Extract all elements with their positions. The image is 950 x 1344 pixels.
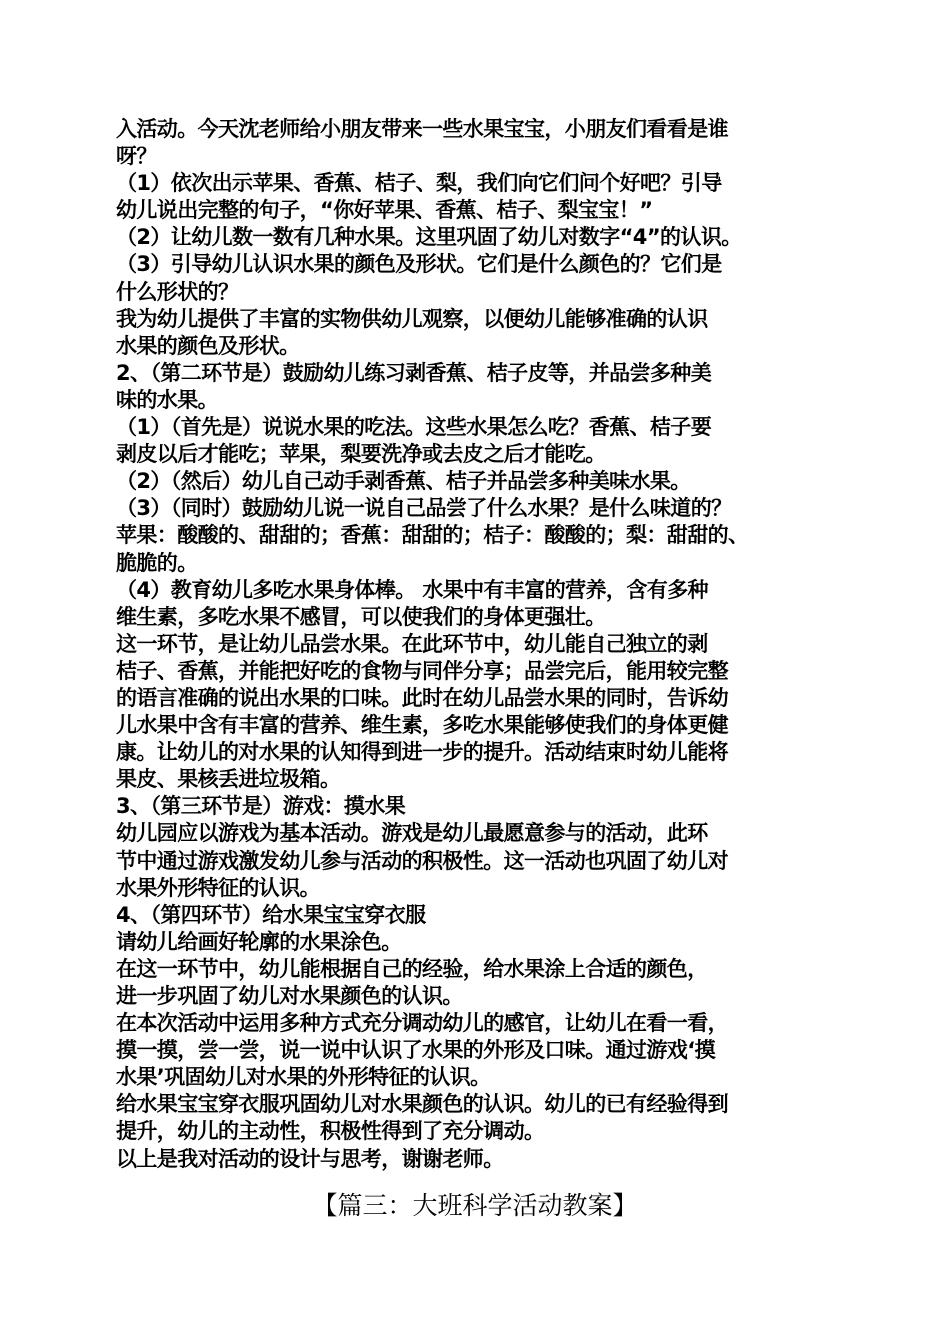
text-line: （4）教育幼儿多吃水果身体棒。 水果中有丰富的营养，含有多种: [116, 577, 708, 602]
text-line: （2）让幼儿数一数有几种水果。这里巩固了幼儿对数字“4”的认识。: [116, 225, 742, 250]
text-line: 维生素，多吃水果不感冒，可以使我们的身体更强壮。: [116, 604, 606, 629]
text-line: 剥皮以后才能吃；苹果，梨要洗净或去皮之后才能吃。: [116, 442, 606, 467]
text-line: （3）引导幼儿认识水果的颜色及形状。它们是什么颜色的？它们是: [116, 252, 722, 277]
text-line: 请幼儿给画好轮廓的水果涂色。: [116, 929, 402, 954]
text-line: 脆脆的。: [116, 550, 198, 575]
text-line: 入活动。今天沈老师给小朋友带来一些水果宝宝，小朋友们看看是谁: [116, 117, 728, 141]
text-line: 水果’巩固幼儿对水果的外形特征的认识。: [116, 1065, 491, 1090]
text-line: 4、（第四环节）给水果宝宝穿衣服: [116, 902, 426, 927]
text-line: 我为幼儿提供了丰富的实物供幼儿观察，以便幼儿能够准确的认识: [116, 306, 708, 331]
text-line: 以上是我对活动的设计与思考，谢谢老师。: [116, 1146, 504, 1171]
section-heading: 【篇三：大班科学活动教案】: [312, 1191, 638, 1220]
text-line: 呀？: [116, 144, 157, 169]
text-line: 苹果：酸酸的、甜甜的；香蕉：甜甜的；桔子：酸酸的；梨：甜甜的、: [116, 523, 749, 548]
text-line: 味的水果。: [116, 387, 218, 412]
text-line: 3、（第三环节是）游戏：摸水果: [116, 794, 406, 819]
text-line: 桔子、香蕉，并能把好吃的食物与同伴分享；品尝完后，能用较完整: [116, 658, 728, 683]
body-text: [116, 116, 846, 1173]
text-line: 幼儿说出完整的句子，“你好苹果、香蕉、桔子、梨宝宝！”: [116, 198, 653, 223]
text-line: （3）（同时）鼓励幼儿说一说自己品尝了什么水果？是什么味道的？: [116, 496, 732, 521]
text-line: 水果的颜色及形状。: [116, 333, 300, 358]
text-line: 进一步巩固了幼儿对水果颜色的认识。: [116, 984, 463, 1008]
text-line: （2）（然后）幼儿自己动手剥香蕉、桔子并品尝多种美味水果。: [116, 469, 691, 494]
text-line: 提升，幼儿的主动性，积极性得到了充分调动。: [116, 1119, 545, 1144]
text-line: （1）（首先是）说说水果的吃法。这些水果怎么吃？香蕉、桔子要: [116, 415, 712, 440]
text-line: 在本次活动中运用多种方式充分调动幼儿的感官，让幼儿在看一看，: [116, 1011, 728, 1036]
text-line: 节中通过游戏激发幼儿参与活动的积极性。这一活动也巩固了幼儿对: [116, 848, 728, 873]
text-line: （1）依次出示苹果、香蕉、桔子、梨，我们向它们问个好吧？引导: [116, 171, 722, 196]
text-line: 的语言准确的说出水果的口味。此时在幼儿品尝水果的同时，告诉幼: [116, 685, 728, 710]
text-line: 在这一环节中，幼儿能根据自己的经验，给水果涂上合适的颜色，: [116, 956, 708, 981]
text-line: 果皮、果核丢进垃圾箱。: [116, 767, 341, 792]
text-line: 2、（第二环节是）鼓励幼儿练习剥香蕉、桔子皮等，并品尝多种美: [116, 360, 712, 385]
text-line: 摸一摸，尝一尝，说一说中认识了水果的外形及口味。通过游戏‘摸: [116, 1038, 715, 1063]
text-line: 幼儿园应以游戏为基本活动。游戏是幼儿最愿意参与的活动，此环: [116, 821, 708, 846]
text-line: 这一环节，是让幼儿品尝水果。在此环节中，幼儿能自己独立的剥: [116, 631, 708, 656]
text-line: 儿水果中含有丰富的营养、维生素，多吃水果能够使我们的身体更健: [116, 713, 728, 738]
text-line: 康。让幼儿的对水果的认知得到进一步的提升。活动结束时幼儿能将: [116, 740, 728, 765]
text-line: 水果外形特征的认识。: [116, 875, 320, 900]
text-line: 什么形状的？: [116, 279, 239, 304]
text-line: 给水果宝宝穿衣服巩固幼儿对水果颜色的认识。幼儿的已有经验得到: [116, 1092, 728, 1117]
